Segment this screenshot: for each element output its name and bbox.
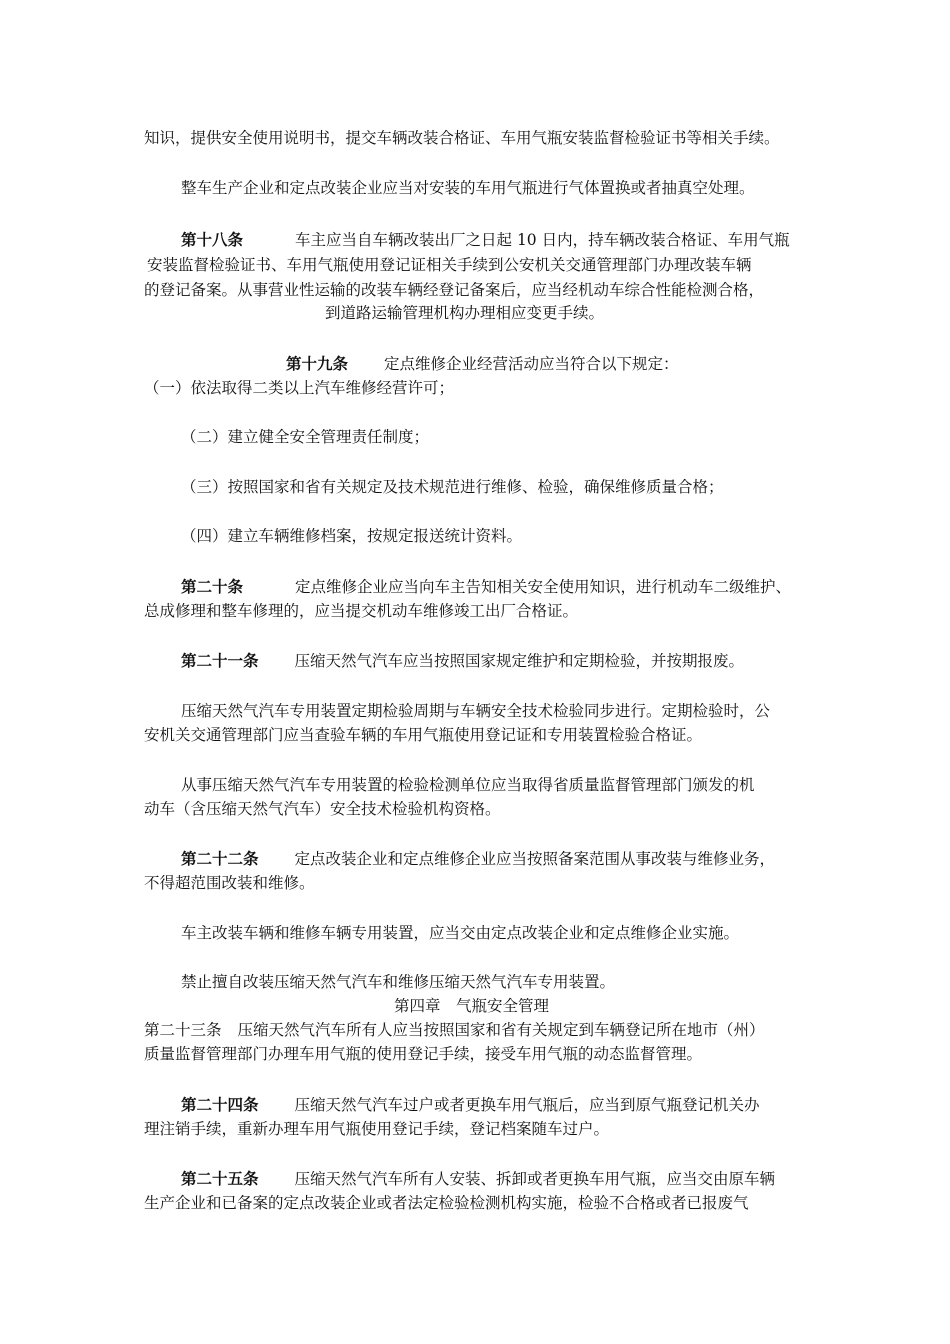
paragraph-line: 从事压缩天然气汽车专用装置的检验检测单位应当取得省质量监督管理部门颁发的机 xyxy=(181,776,755,794)
article-23-text: 压缩天然气汽车所有人应当按照国家和省有关规定到车辆登记所在地市（州） xyxy=(237,1021,765,1039)
paragraph-line: 生产企业和已备案的定点改装企业或者法定检验检测机构实施，检验不合格或者已报废气 xyxy=(144,1194,749,1212)
article-23-title: 第二十三条 xyxy=(144,1021,222,1039)
article-19-text: 定点维修企业经营活动应当符合以下规定： xyxy=(384,355,679,373)
paragraph-line: 安机关交通管理部门应当查验车辆的车用气瓶使用登记证和专用装置检验合格证。 xyxy=(144,726,703,744)
article-20-text: 定点维修企业应当向车主告知相关安全使用知识，进行机动车二级维护、 xyxy=(295,578,792,596)
paragraph-line: 质量监督管理部门办理车用气瓶的使用登记手续，接受车用气瓶的动态监督管理。 xyxy=(144,1045,703,1063)
article-24-text: 压缩天然气汽车过户或者更换车用气瓶后，应当到原气瓶登记机关办 xyxy=(294,1096,760,1114)
paragraph-line: 不得超范围改装和维修。 xyxy=(144,874,315,892)
article-20-line xyxy=(181,577,791,597)
article-19-title: 第十九条 xyxy=(286,354,349,373)
list-item: （二）建立健全安全管理责任制度； xyxy=(181,428,430,446)
article-21-title: 第二十一条 xyxy=(181,651,259,670)
chapter-heading: 第四章 气瓶安全管理 xyxy=(394,997,550,1015)
paragraph-line: 禁止擅自改装压缩天然气汽车和维修压缩天然气汽车专用装置。 xyxy=(181,973,616,991)
paragraph-line: 安装监督检验证书、车用气瓶使用登记证相关手续到公安机关交通管理部门办理改装车辆 xyxy=(147,256,752,274)
paragraph-line: 的登记备案。从事营业性运输的改装车辆经登记备案后，应当经机动车综合性能检测合格， xyxy=(144,281,765,299)
article-18-line xyxy=(181,230,790,250)
article-19-line xyxy=(286,354,679,374)
paragraph-line: 到道路运输管理机构办理相应变更手续。 xyxy=(325,304,605,322)
article-18-text: 车主应当自车辆改装出厂之日起 10 日内，持车辆改装合格证、车用气瓶 xyxy=(295,231,790,249)
paragraph-line: 动车（含压缩天然气汽车）安全技术检验机构资格。 xyxy=(144,800,501,818)
paragraph-line: 理注销手续，重新办理车用气瓶使用登记手续，登记档案随车过户。 xyxy=(144,1120,610,1138)
paragraph-line: 知识，提供安全使用说明书，提交车辆改装合格证、车用气瓶安装监督检验证书等相关手续。 xyxy=(144,129,780,147)
paragraph-line: 整车生产企业和定点改装企业应当对安装的车用气瓶进行气体置换或者抽真空处理。 xyxy=(181,179,755,197)
list-item: （三）按照国家和省有关规定及技术规范进行维修、检验，确保维修质量合格； xyxy=(181,478,724,496)
article-25-text: 压缩天然气汽车所有人安装、拆卸或者更换车用气瓶，应当交由原车辆 xyxy=(294,1170,776,1188)
paragraph-line: 车主改装车辆和维修车辆专用装置，应当交由定点改装企业和定点维修企业实施。 xyxy=(181,924,740,942)
article-25-title: 第二十五条 xyxy=(181,1169,259,1188)
article-24-title: 第二十四条 xyxy=(181,1095,259,1114)
article-22-title: 第二十二条 xyxy=(181,849,259,868)
article-20-title: 第二十条 xyxy=(181,577,244,596)
article-24-line xyxy=(181,1095,760,1115)
article-21-text: 压缩天然气汽车应当按照国家规定维护和定期检验，并按期报废。 xyxy=(294,652,745,670)
article-25-line xyxy=(181,1169,775,1189)
article-22-line xyxy=(181,849,775,869)
paragraph-line: 压缩天然气汽车专用装置定期检验周期与车辆安全技术检验同步进行。定期检验时，公 xyxy=(181,702,771,720)
list-item: （一）依法取得二类以上汽车维修经营许可； xyxy=(144,379,455,397)
article-23-line xyxy=(144,1020,765,1040)
article-21-line xyxy=(181,651,744,671)
article-22-text: 定点改装企业和定点维修企业应当按照备案范围从事改装与维修业务， xyxy=(294,850,776,868)
paragraph-line: 总成修理和整车修理的，应当提交机动车维修竣工出厂合格证。 xyxy=(144,602,579,620)
list-item: （四）建立车辆维修档案，按规定报送统计资料。 xyxy=(181,527,523,545)
article-18-title: 第十八条 xyxy=(181,230,244,249)
